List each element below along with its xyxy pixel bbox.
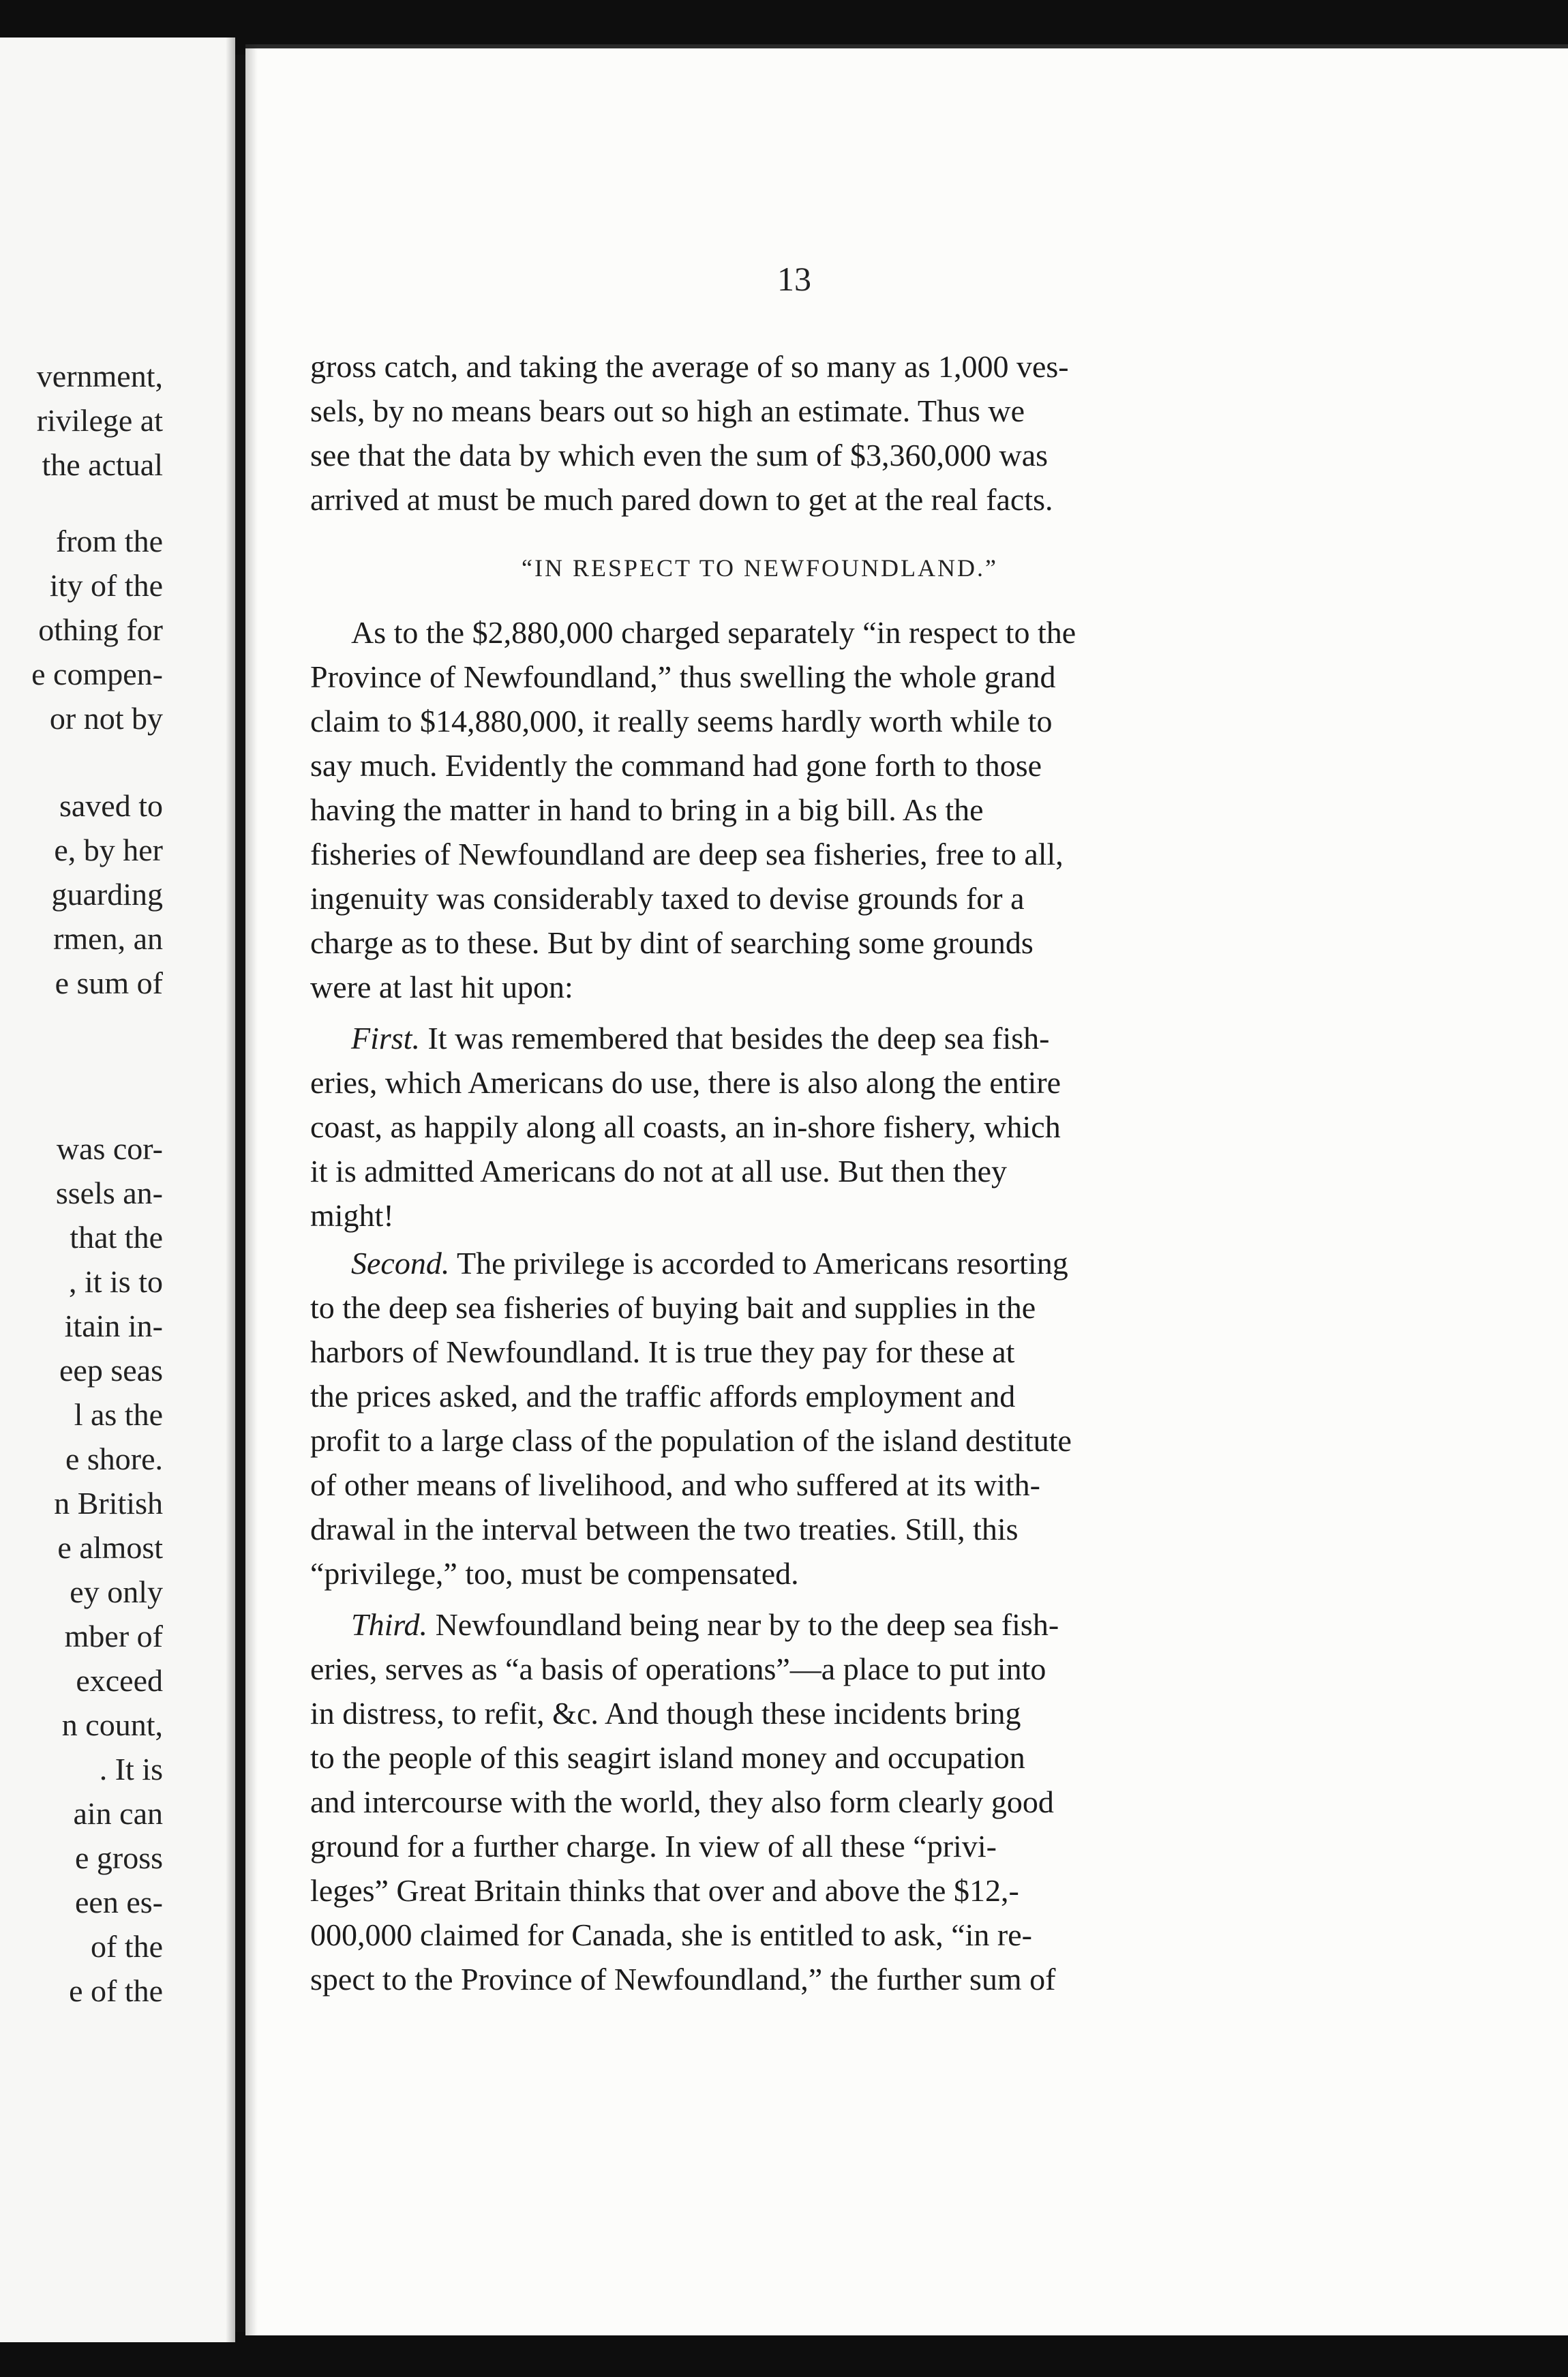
body-line xyxy=(310,1964,1055,1995)
body-line-text: and intercourse with the world, they also form clearly good xyxy=(310,1784,1054,1819)
body-line-text: in distress, to refit, &c. And though these incidents bring xyxy=(310,1696,1021,1731)
body-line-text: It was remembered that besides the deep sea fish- xyxy=(419,1021,1050,1056)
body-line xyxy=(310,1651,1046,1686)
body-line-text: gross catch, and taking the average of so many as 1,000 ves- xyxy=(310,349,1069,384)
body-line xyxy=(310,1111,1061,1143)
body-line xyxy=(310,794,984,826)
left-page-line: that the xyxy=(70,1220,163,1255)
left-page-line: e almost xyxy=(57,1530,163,1565)
left-page-line: eep seas xyxy=(59,1353,163,1388)
body-line xyxy=(310,484,1053,515)
left-page-line: ssels an- xyxy=(55,1176,163,1210)
body-line xyxy=(310,1469,1040,1501)
left-page-line: vernment, xyxy=(36,359,163,393)
body-line-text: The privilege is accorded to Americans resorting xyxy=(449,1246,1068,1281)
body-line xyxy=(310,1742,1025,1774)
body-line xyxy=(310,706,1052,737)
scan-border-bottom xyxy=(0,2332,1568,2377)
body-line xyxy=(310,1200,394,1231)
body-line xyxy=(310,440,1048,471)
body-line xyxy=(351,1609,1059,1641)
left-page-line: ain can xyxy=(73,1796,163,1831)
body-line xyxy=(310,1381,1015,1412)
left-page-line: , it is to xyxy=(68,1264,163,1299)
left-page-line: e, by her xyxy=(54,833,163,867)
body-line xyxy=(310,883,1025,914)
left-page-line: ey only xyxy=(70,1574,163,1609)
body-line-text: arrived at must be much pared down to get at the real facts. xyxy=(310,482,1053,517)
body-line-text: charge as to these. But by dint of searching some grounds xyxy=(310,925,1034,960)
body-line-text: As to the $2,880,000 charged separately “in respect to the xyxy=(351,615,1076,650)
body-line xyxy=(310,1425,1072,1456)
body-line-text: say much. Evidently the command had gone forth to those xyxy=(310,748,1042,783)
left-page-line: l as the xyxy=(74,1397,163,1432)
body-line xyxy=(310,1831,997,1862)
left-page-line: e sum of xyxy=(55,966,163,1000)
body-line xyxy=(310,1875,1019,1907)
body-line xyxy=(310,1156,1007,1187)
body-line xyxy=(310,1067,1061,1098)
left-page-line: or not by xyxy=(49,701,163,736)
body-line-text: see that the data by which even the sum of $3,360,000 was xyxy=(310,438,1049,473)
body-line xyxy=(351,1023,1049,1054)
left-page-line: een es- xyxy=(75,1885,163,1919)
body-line-text: sels, by no means bears out so high an estimate. Thus we xyxy=(310,393,1025,428)
body-line-text: spect to the Province of Newfoundland,” the further sum of xyxy=(310,1962,1056,1997)
body-line-text: “privilege,” too, must be compensated. xyxy=(310,1556,799,1591)
body-line-text: harbors of Newfoundland. It is true they pay for these at xyxy=(310,1334,1015,1369)
left-page-line: ity of the xyxy=(49,568,163,603)
left-page-line: e gross xyxy=(74,1840,163,1875)
body-line-text: of other means of livelihood, and who suffered at its with- xyxy=(310,1467,1040,1502)
left-page xyxy=(0,38,235,2342)
body-line-text: Newfoundland being near by to the deep sea fish- xyxy=(427,1607,1059,1642)
body-line xyxy=(310,1336,1014,1368)
body-line-text: to the deep sea fisheries of buying bait and supplies in the xyxy=(310,1290,1036,1325)
body-line xyxy=(310,661,1056,693)
left-page-line: n British xyxy=(54,1486,163,1521)
body-line-text: fisheries of Newfoundland are deep sea fisheries, free to all, xyxy=(310,837,1064,871)
body-line-text: profit to a large class of the population of the island destitute xyxy=(310,1423,1072,1458)
left-page-line: mber of xyxy=(64,1619,163,1654)
body-line-text: coast, as happily along all coasts, an in-shore fishery, which xyxy=(310,1109,1061,1144)
left-page-line: othing for xyxy=(38,612,163,647)
body-line-text: claim to $14,880,000, it really seems hardly worth while to xyxy=(310,704,1053,738)
left-page-line: e shore. xyxy=(65,1441,163,1476)
body-line xyxy=(310,1784,1054,1819)
body-line-text: ground for a further charge. In view of all these “privi- xyxy=(310,1829,997,1864)
left-page-line: from the xyxy=(55,524,163,558)
body-line-text: might! xyxy=(310,1198,394,1233)
section-heading: “IN RESPECT TO NEWFOUNDLAND.” xyxy=(522,554,998,582)
body-line-text: were at last hit upon: xyxy=(310,970,573,1004)
page-number: 13 xyxy=(777,260,811,298)
body-line-text: it is admitted Americans do not at all use. But then they xyxy=(310,1154,1008,1188)
body-line-text: eries, serves as “a basis of operations”—a place to put into xyxy=(310,1651,1046,1686)
left-page-line: was cor- xyxy=(56,1131,163,1166)
left-page-line: rivilege at xyxy=(36,403,163,438)
left-page-line: itain in- xyxy=(64,1309,163,1343)
body-line-text: having the matter in hand to bring in a big bill. As the xyxy=(310,792,984,827)
body-line-text: ingenuity was considerably taxed to devise grounds for a xyxy=(310,881,1025,916)
body-line xyxy=(310,839,1064,870)
body-line xyxy=(310,927,1034,959)
body-line xyxy=(310,395,1025,427)
left-page-line: . It is xyxy=(99,1752,163,1787)
left-page-line: the actual xyxy=(42,447,163,482)
body-line xyxy=(310,972,573,1003)
body-line-text: eries, which Americans do use, there is also along the entire xyxy=(310,1065,1061,1100)
body-line xyxy=(351,617,1076,648)
left-page-line: rmen, an xyxy=(53,921,163,956)
left-page-line: saved to xyxy=(59,788,163,823)
right-gutter-shadow xyxy=(245,44,258,2335)
body-line-text: 000,000 claimed for Canada, she is entitled to ask, “in re- xyxy=(310,1917,1032,1952)
paragraph-lead-italic: Third. xyxy=(351,1607,428,1642)
paragraph-lead-italic: First. xyxy=(351,1021,420,1056)
body-line xyxy=(310,1919,1032,1951)
left-page-line: n count, xyxy=(61,1707,163,1742)
body-line-text: Province of Newfoundland,” thus swelling the whole grand xyxy=(310,659,1056,694)
left-page-line: exceed xyxy=(76,1663,163,1698)
paragraph-lead-italic: Second. xyxy=(351,1246,450,1281)
body-line xyxy=(310,750,1042,781)
body-line-text: the prices asked, and the traffic affords employment and xyxy=(310,1379,1016,1414)
body-line-text: drawal in the interval between the two treaties. Still, this xyxy=(310,1512,1019,1546)
left-page-line: e of the xyxy=(69,1973,163,2008)
body-line xyxy=(310,1514,1019,1545)
body-line xyxy=(310,351,1069,383)
body-line-text: leges” Great Britain thinks that over and above the $12,- xyxy=(310,1873,1019,1908)
body-line xyxy=(310,1292,1036,1324)
body-line-text: to the people of this seagirt island money and occupation xyxy=(310,1740,1025,1775)
body-line xyxy=(310,1698,1021,1729)
left-page-line: e compen- xyxy=(31,657,163,691)
body-line xyxy=(351,1248,1068,1279)
page-top-edge xyxy=(245,44,1568,48)
left-page-line: of the xyxy=(90,1929,163,1964)
left-gutter-shadow xyxy=(226,38,235,2342)
left-page-line: guarding xyxy=(51,877,163,912)
body-line xyxy=(310,1558,799,1589)
